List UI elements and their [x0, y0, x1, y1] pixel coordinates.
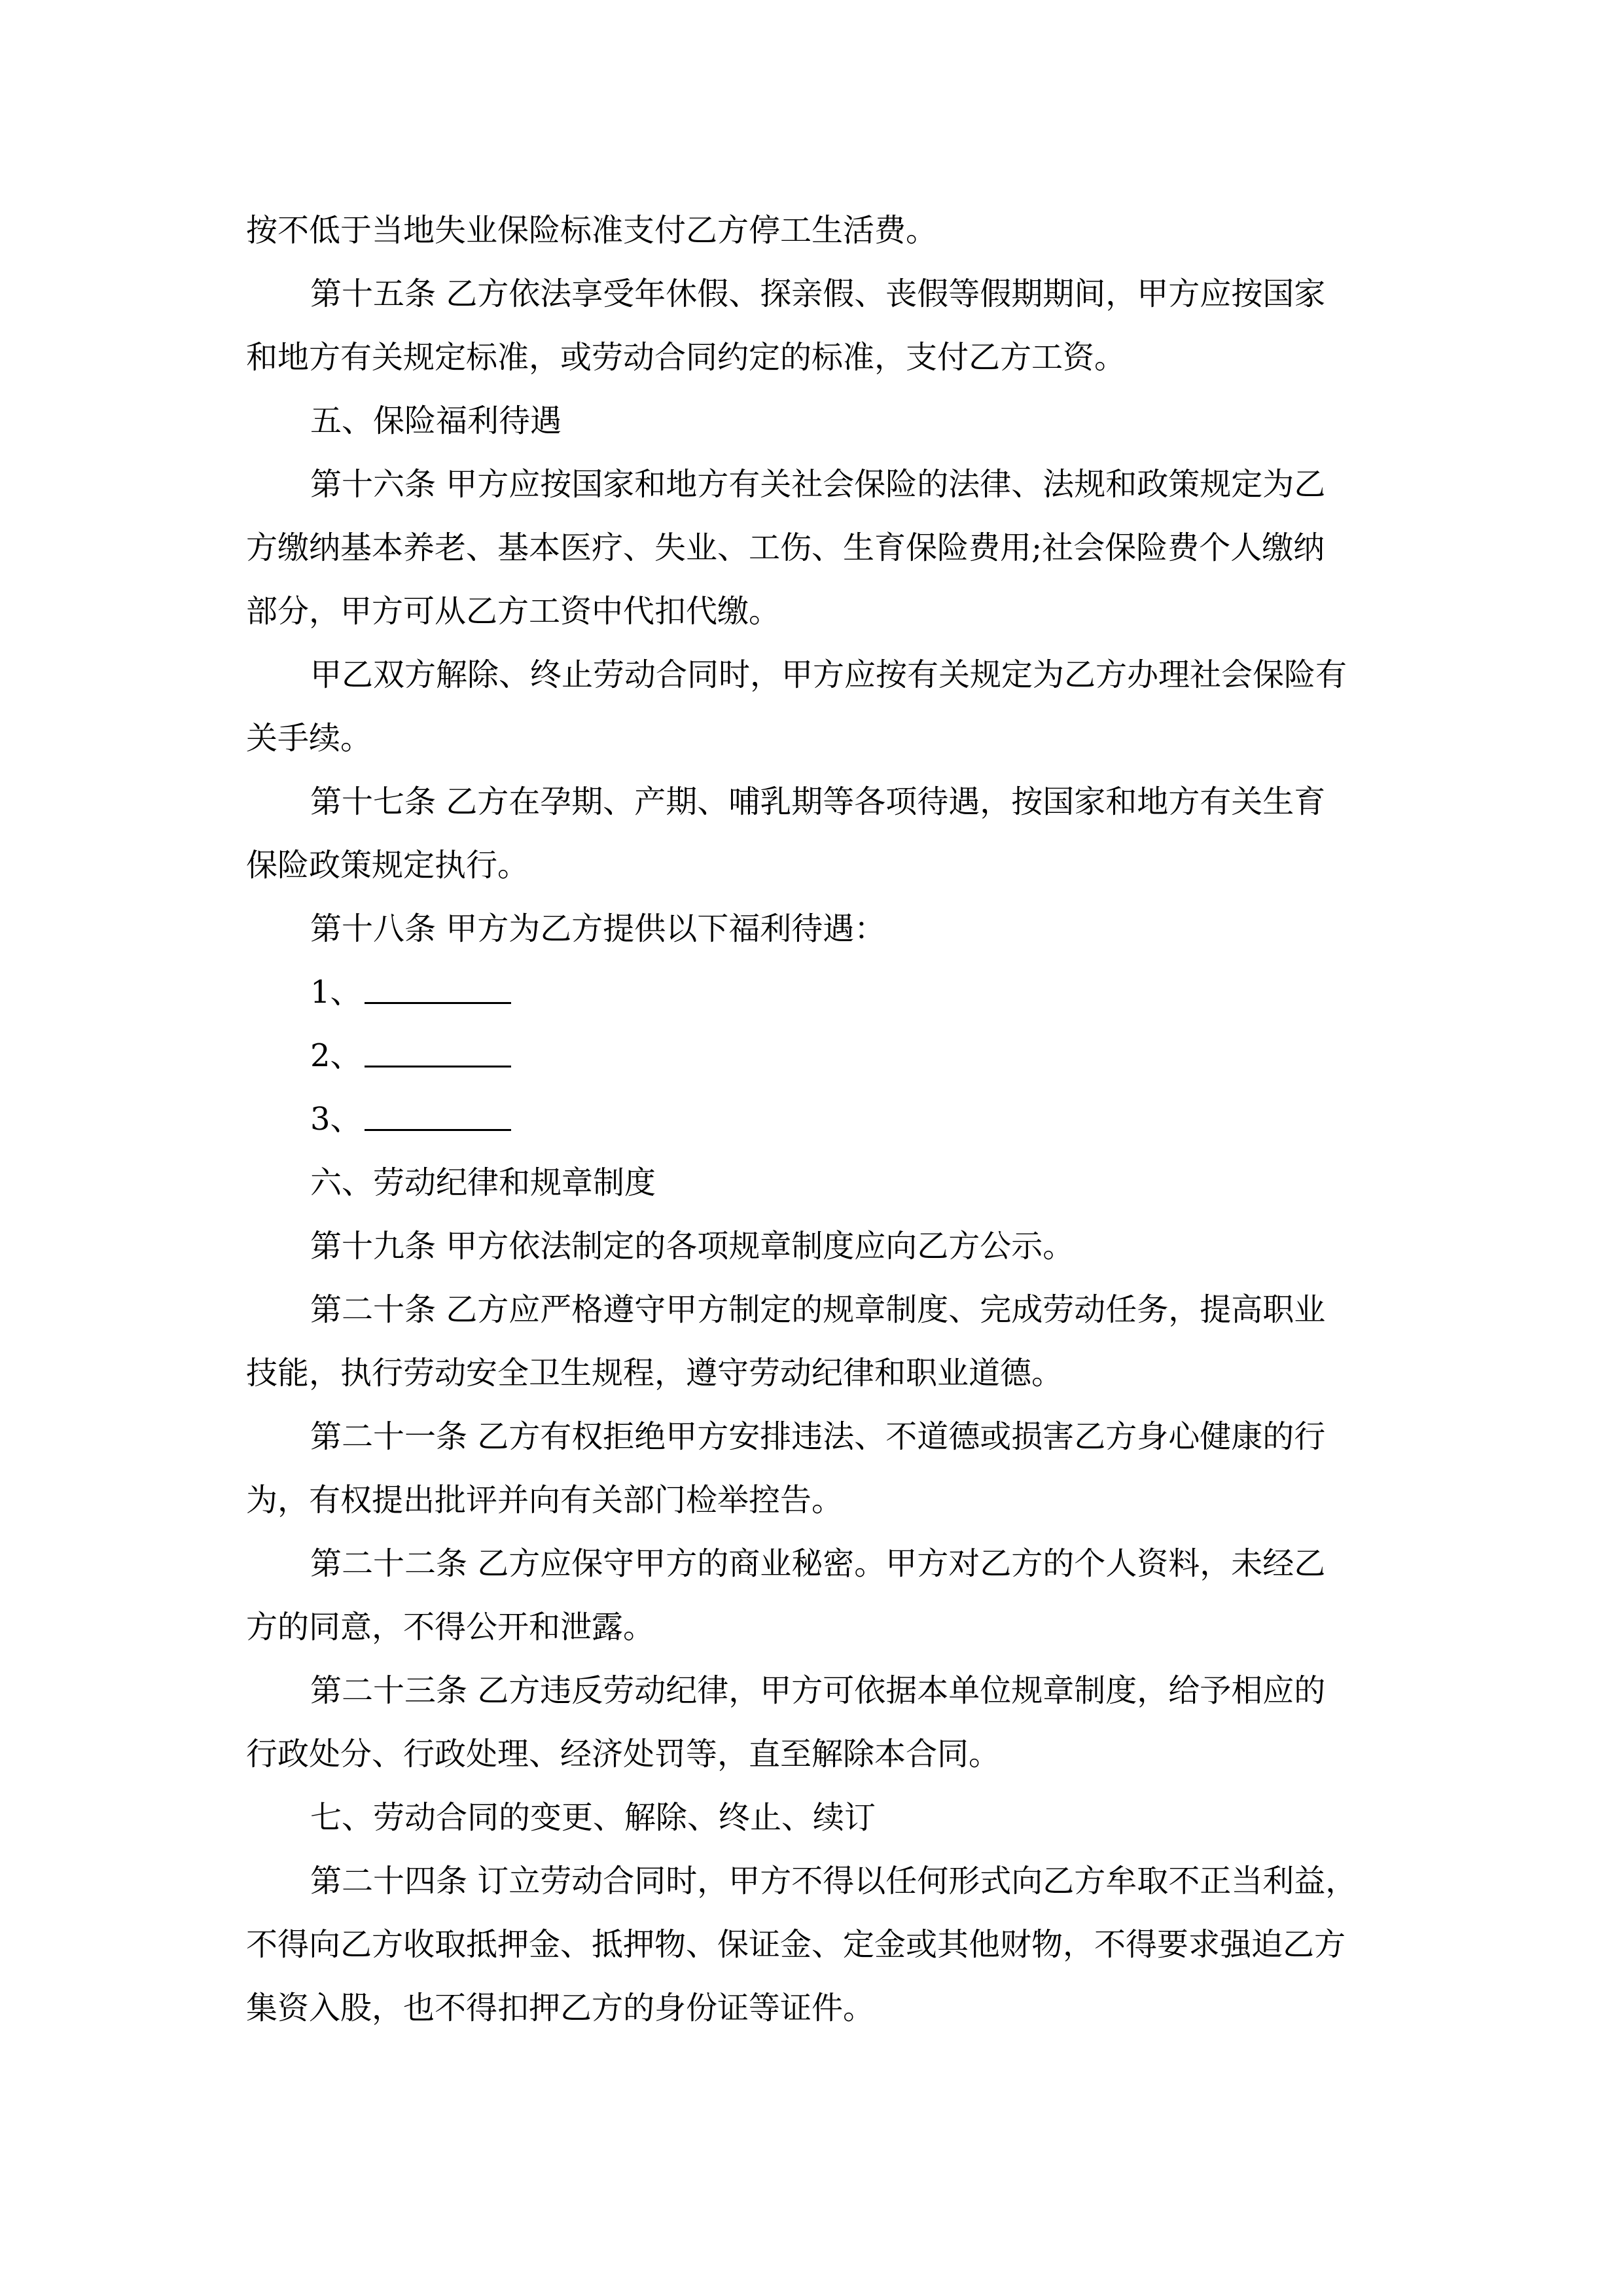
- text-line: 方缴纳基本养老、基本医疗、失业、工伤、生育保险费用;社会保险费个人缴纳: [246, 529, 1325, 566]
- fill-in-blank-line: [365, 982, 511, 1004]
- article-18: 第十八条 甲方为乙方提供以下福利待遇：: [310, 910, 886, 947]
- text-line: 部分，甲方可从乙方工资中代扣代缴。: [246, 593, 781, 630]
- text-line: 保险政策规定执行。: [246, 847, 529, 884]
- fill-in-blank-line: [365, 1046, 511, 1067]
- text-line: 技能，执行劳动安全卫生规程，遵守劳动纪律和职业道德。: [246, 1355, 1063, 1391]
- article-22: 第二十二条 乙方应保守甲方的商业秘密。甲方对乙方的个人资料，未经乙: [310, 1545, 1326, 1582]
- article-19: 第十九条 甲方依法制定的各项规章制度应向乙方公示。: [310, 1228, 1075, 1265]
- text-line: 集资入股，也不得扣押乙方的身份证等证件。: [246, 1990, 875, 2026]
- article-21: 第二十一条 乙方有权拒绝甲方安排违法、不道德或损害乙方身心健康的行: [310, 1418, 1326, 1455]
- benefit-item-number: 3、: [310, 1101, 362, 1138]
- article-23: 第二十三条 乙方违反劳动纪律，甲方可依据本单位规章制度，给予相应的: [310, 1672, 1326, 1709]
- text-line: 行政处分、行政处理、经济处罚等，直至解除本合同。: [246, 1736, 1001, 1772]
- benefit-item-3: [246, 1088, 1378, 1151]
- document-body: [246, 199, 1378, 2040]
- fill-in-blank-line: [365, 1109, 511, 1131]
- text-line: 方的同意，不得公开和泄露。: [246, 1609, 655, 1645]
- section-heading-5: 五、保险福利待遇: [310, 403, 562, 439]
- text-line: 不得向乙方收取抵押金、抵押物、保证金、定金或其他财物，不得要求强迫乙方: [246, 1926, 1346, 1963]
- text-line: 为，有权提出批评并向有关部门检举控告。: [246, 1482, 844, 1518]
- article-17: 第十七条 乙方在孕期、产期、哺乳期等各项待遇，按国家和地方有关生育: [310, 783, 1326, 820]
- benefit-item-2: [246, 1024, 1378, 1088]
- benefit-item-number: 2、: [310, 1037, 362, 1074]
- article-20: 第二十条 乙方应严格遵守甲方制定的规章制度、完成劳动任务，提高职业: [310, 1291, 1326, 1328]
- paragraph: 甲乙双方解除、终止劳动合同时，甲方应按有关规定为乙方办理社会保险有: [310, 656, 1347, 693]
- benefit-item-1: [246, 961, 1378, 1024]
- text-line: 按不低于当地失业保险标准支付乙方停工生活费。: [246, 212, 938, 249]
- article-16: 第十六条 甲方应按国家和地方有关社会保险的法律、法规和政策规定为乙: [310, 466, 1326, 503]
- benefit-item-number: 1、: [310, 974, 362, 1011]
- article-15: 第十五条 乙方依法享受年休假、探亲假、丧假等假期期间，甲方应按国家: [310, 276, 1326, 312]
- section-heading-7: 七、劳动合同的变更、解除、终止、续订: [310, 1799, 876, 1836]
- section-heading-6: 六、劳动纪律和规章制度: [310, 1164, 656, 1201]
- article-24: 第二十四条 订立劳动合同时，甲方不得以任何形式向乙方牟取不正当利益，: [310, 1863, 1357, 1899]
- text-line: 和地方有关规定标准，或劳动合同约定的标准，支付乙方工资。: [246, 339, 1126, 376]
- text-line: 关手续。: [246, 720, 372, 757]
